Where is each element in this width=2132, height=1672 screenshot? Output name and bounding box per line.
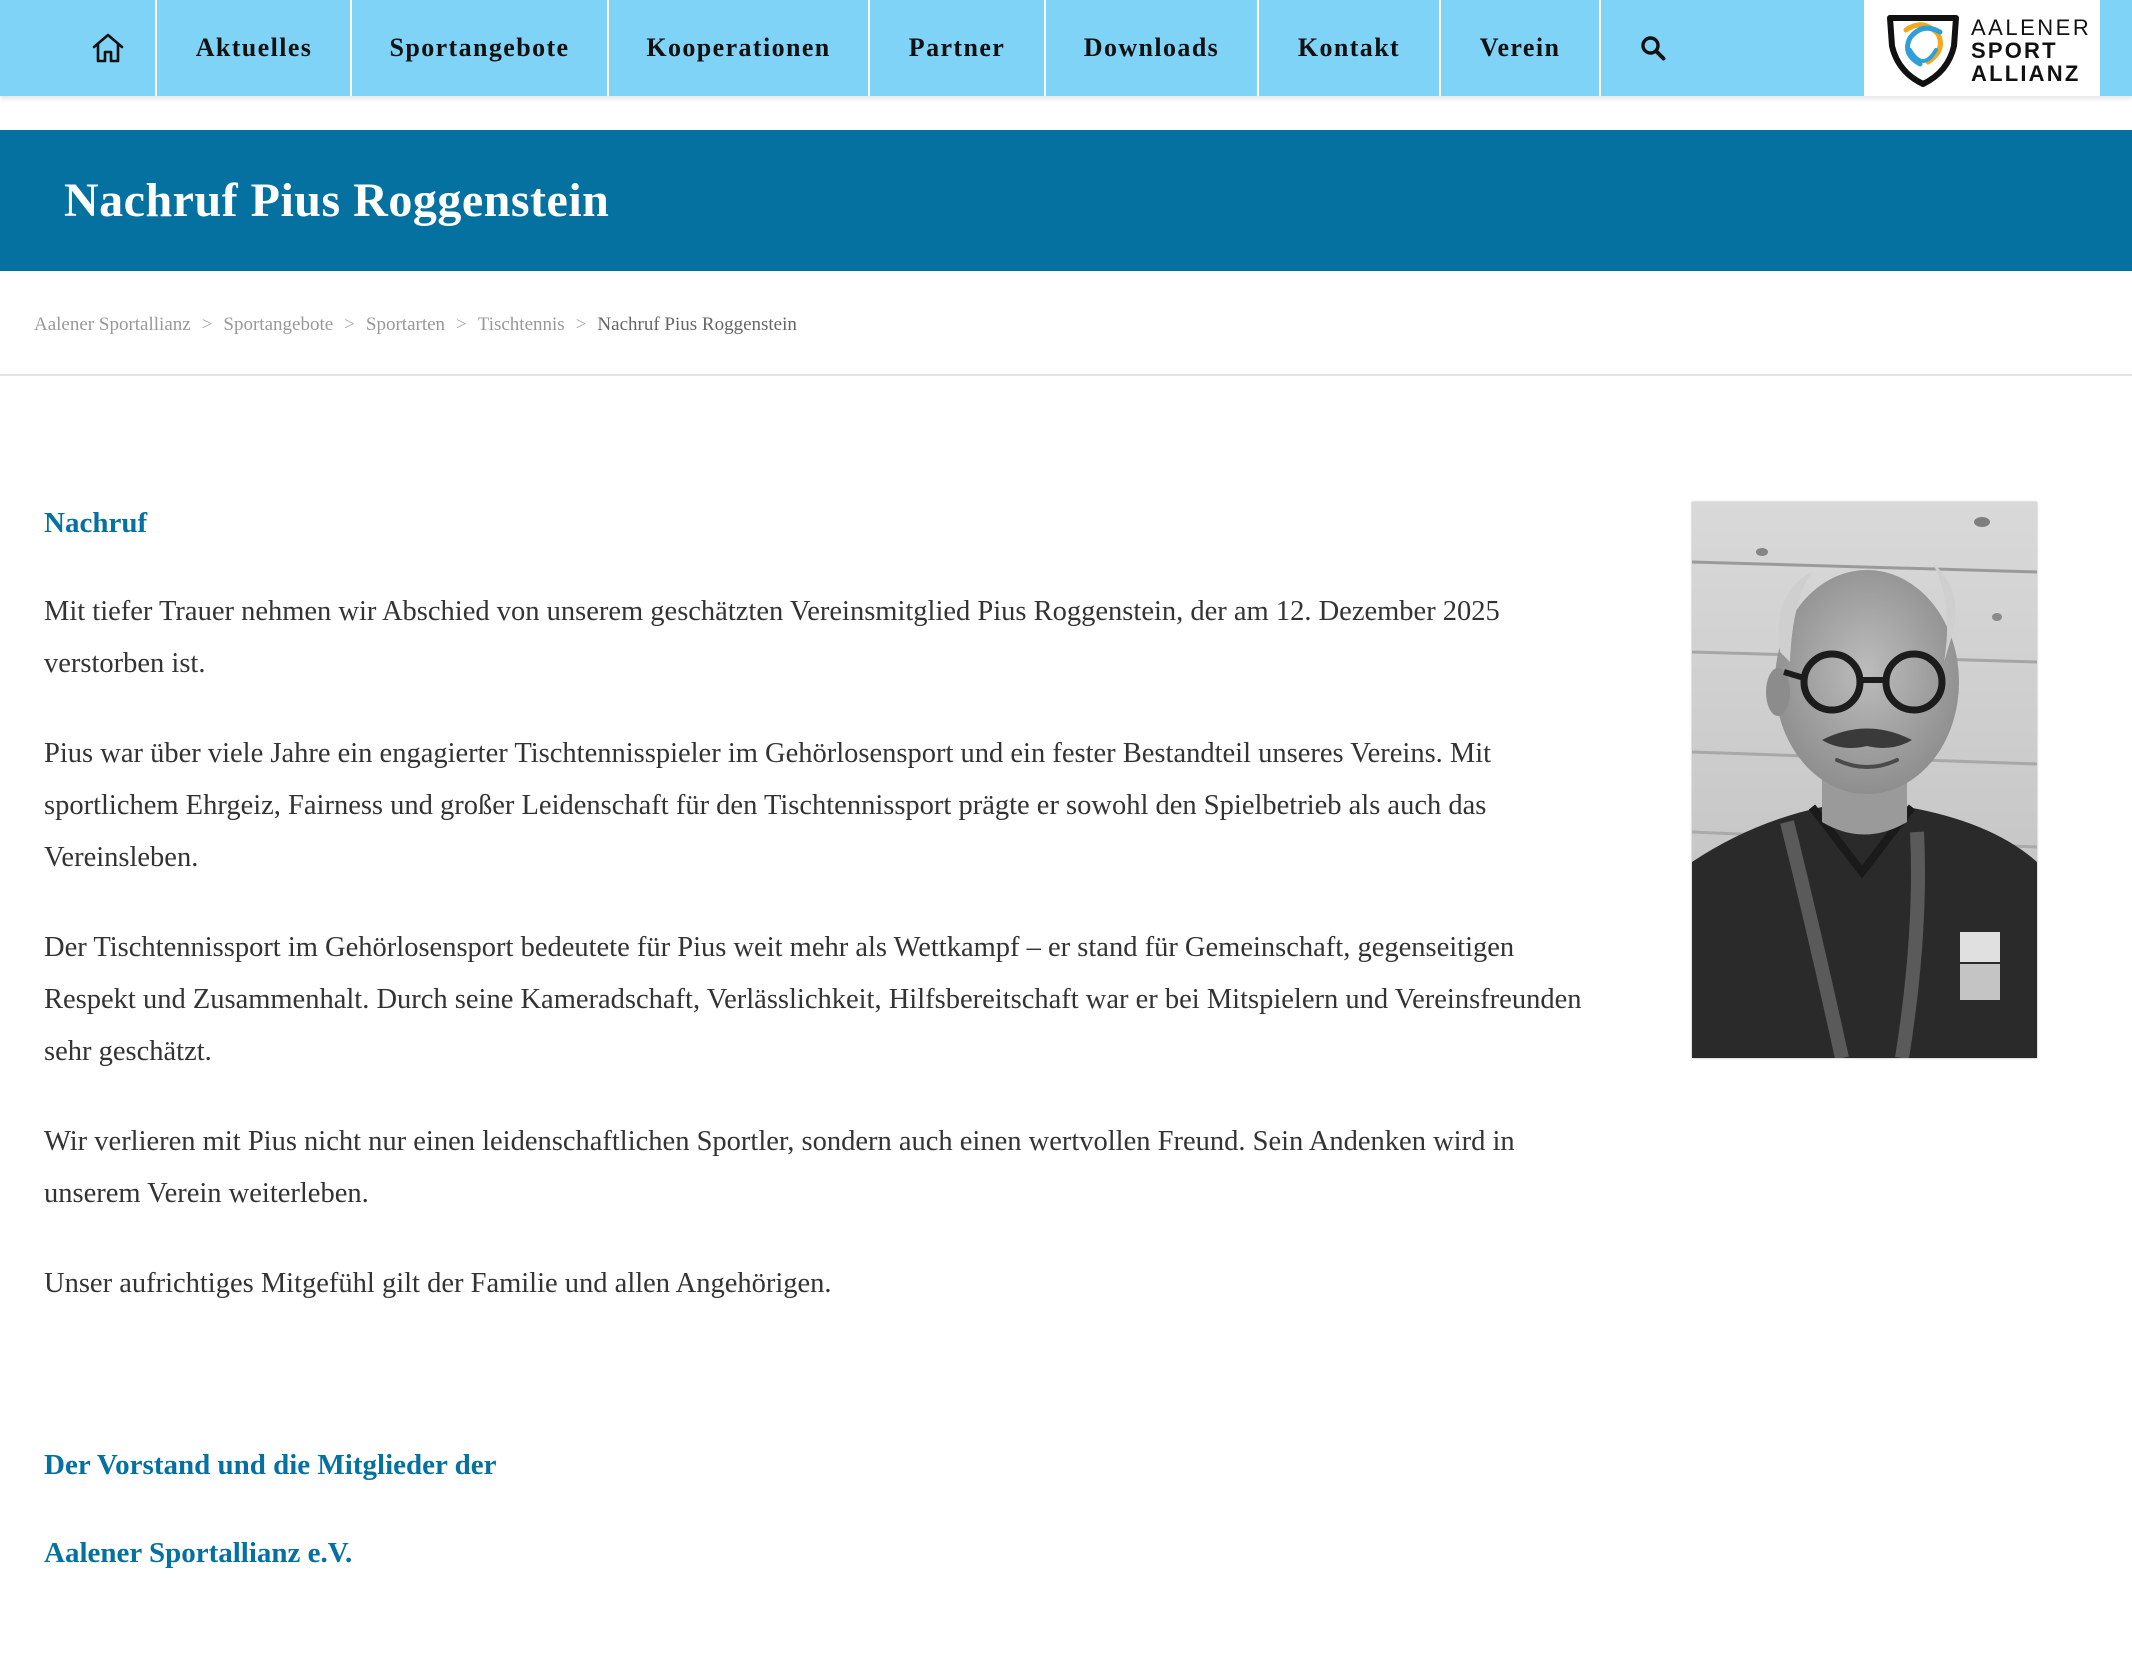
breadcrumb-separator: >: [456, 314, 467, 335]
signature-line-1: Der Vorstand und die Mitglieder der: [44, 1449, 497, 1481]
article-paragraph: Unser aufrichtiges Mitgefühl gilt der Familie und allen Angehörigen.: [44, 1268, 832, 1299]
nav-item-kooperationen[interactable]: Kooperationen: [646, 33, 831, 62]
search-icon[interactable]: [1601, 0, 1705, 96]
article-paragraph: Der Tischtennissport im Gehörlosensport bedeutete für Pius weit mehr als Wettkampf – er stand für Gemeinschaft, gegenseitigen Respekt und Zusammenhalt. Durch seine Kameradschaft, Verlässlichkeit, Hilfsbereitschaft war er bei Mitspielern und Vereinsfreunden sehr geschätzt.: [44, 932, 1582, 1067]
signature-line-2: Aalener Sportallianz e.V.: [44, 1537, 353, 1569]
breadcrumb-link-tischtennis[interactable]: Tischtennis: [477, 314, 565, 335]
portrait-photo: [1692, 502, 2037, 1058]
article-heading: Nachruf: [44, 507, 148, 539]
breadcrumb-separator: >: [201, 314, 213, 335]
breadcrumb-link-sportarten[interactable]: Sportarten: [365, 314, 446, 335]
nav-item-aktuelles[interactable]: Aktuelles: [195, 33, 313, 62]
breadcrumb-link-home[interactable]: Aalener Sportallianz: [34, 314, 191, 335]
logo-wordmark: [1971, 16, 2091, 85]
breadcrumb-separator: >: [575, 314, 587, 335]
breadcrumb-separator: >: [344, 314, 355, 335]
breadcrumb-link-sportangebote[interactable]: Sportangebote: [223, 314, 334, 335]
breadcrumb-current: Nachruf Pius Roggenstein: [597, 314, 797, 335]
nav-item-downloads[interactable]: Downloads: [1083, 33, 1220, 62]
page-title-banner: [0, 130, 2132, 271]
article-paragraph: Wir verlieren mit Pius nicht nur einen leidenschaftlichen Sportler, sondern auch einen wertvollen Freund. Sein Andenken wird in unserem Verein weiterleben.: [44, 1126, 1515, 1209]
nav-item-sportangebote[interactable]: Sportangebote: [389, 33, 570, 62]
breadcrumb: [34, 310, 797, 340]
site-logo[interactable]: [1864, 0, 2100, 96]
article-paragraph: Pius war über viele Jahre ein engagierter Tischtennisspieler im Gehörlosensport und ein fester Bestandteil unseres Vereins. Mit sportlichem Ehrgeiz, Fairness und großer Leidenschaft für den Tischtennissport prägte er sowohl den Spielbetrieb als auch das Vereinsleben.: [44, 738, 1492, 873]
home-icon[interactable]: [60, 0, 156, 96]
main-navigation: [0, 0, 2132, 96]
article-content: [44, 498, 1584, 1578]
article-paragraph: Mit tiefer Trauer nehmen wir Abschied von unserem geschätzten Vereinsmitglied Pius Roggenstein, der am 12. Dezember 2025 verstorben ist.: [44, 596, 1500, 679]
logo-line-2: SPORT: [1971, 38, 2058, 63]
nav-item-verein[interactable]: Verein: [1479, 33, 1561, 62]
logo-line-3: ALLIANZ: [1971, 61, 2081, 86]
logo-line-1: AALENER: [1971, 15, 2092, 40]
page-title: Nachruf Pius Roggenstein: [64, 174, 610, 227]
nav-item-partner[interactable]: Partner: [908, 33, 1006, 62]
logo-shield-icon: [1884, 10, 1962, 93]
nav-item-kontakt[interactable]: Kontakt: [1297, 33, 1401, 62]
breadcrumb-divider: [0, 374, 2132, 376]
